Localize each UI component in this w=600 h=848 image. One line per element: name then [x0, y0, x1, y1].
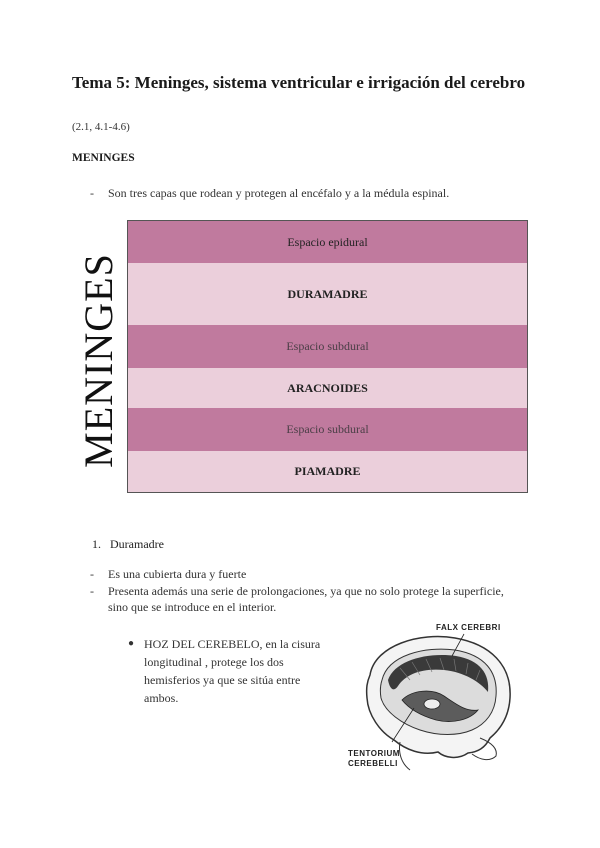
section-heading: MENINGES — [72, 152, 135, 164]
layer-espacio-subdural-1: Espacio subdural — [128, 325, 527, 368]
vertical-label-text: MENINGES — [75, 252, 121, 468]
falx-cerebri-label: FALX CEREBRI — [436, 623, 501, 632]
duramadre-point-2-continuation: sino que se introduce en el interior. — [108, 600, 277, 614]
item-label: Duramadre — [110, 537, 164, 551]
falx-cerebri-illustration — [340, 620, 530, 780]
bullet-line: longitudinal , protege los dos — [144, 655, 284, 669]
layer-aracnoides: ARACNOIDES — [128, 368, 527, 408]
brainstem-opening — [424, 699, 440, 709]
layer-piamadre: PIAMADRE — [128, 451, 527, 492]
dash-marker: - — [90, 584, 94, 598]
item-number: 1. — [92, 537, 101, 551]
layer-duramadre: DURAMADRE — [128, 263, 527, 325]
bullet-line: ambos. — [144, 691, 179, 705]
bullet-line: HOZ DEL CEREBELO, en la cisura — [144, 637, 321, 651]
intro-text: Son tres capas que rodean y protegen al encéfalo y a la médula espinal. — [108, 186, 450, 200]
dash-marker: - — [90, 186, 94, 200]
dash-marker: - — [90, 567, 94, 581]
bullet-dot: ● — [128, 638, 135, 649]
layer-espacio-epidural: Espacio epidural — [128, 221, 527, 263]
meninges-vertical-label — [58, 252, 138, 468]
meninges-layers-diagram — [127, 220, 528, 493]
tentorium-label-2: CEREBELLI — [348, 759, 398, 768]
bullet-line: hemisferios ya que se sitúa entre — [144, 673, 301, 687]
point-text: Es una cubierta dura y fuerte — [108, 567, 247, 581]
section-references: (2.1, 4.1-4.6) — [72, 121, 130, 133]
layer-espacio-subdural-2: Espacio subdural — [128, 408, 527, 451]
page-title: Tema 5: Meninges, sistema ventricular e irrigación del cerebro — [72, 73, 526, 92]
point-text: Presenta además una serie de prolongaciones, ya que no solo protege la superficie, — [108, 584, 504, 598]
tentorium-label-1: TENTORIUM — [348, 749, 400, 758]
